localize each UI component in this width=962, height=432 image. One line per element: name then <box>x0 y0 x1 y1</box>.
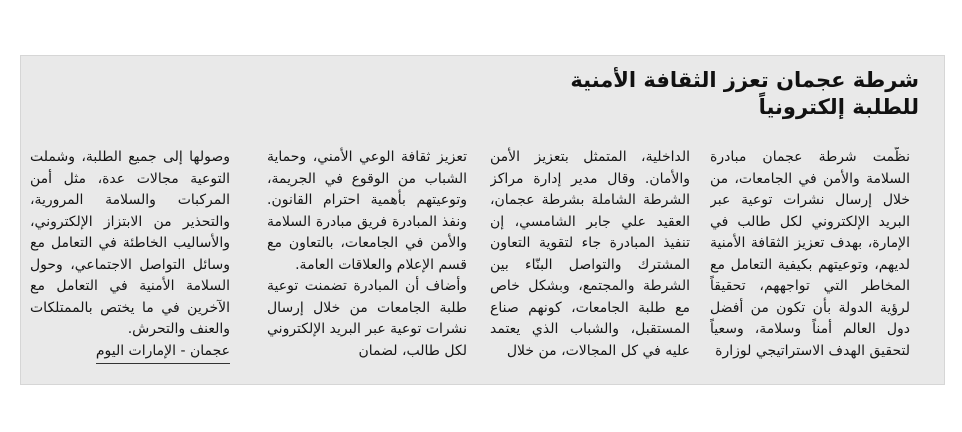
column-2-paragraph: الداخلية، المتمثل بتعزيز الأمن والأمان. وقال مدير إدارة مراكز الشرطة الشاملة بشرطة عجمان، العقيد علي جابر الشامسي، إن تنفيذ المبادرة جاء لتقوية التعاون المشترك والتواصل البنّاء بين الشرطة والمجتمع، وبشكل خاص مع طلبة الجامعات، كونهم صناع المستقبل، والشباب الذي يعتمد عليه في كل المجالات، من خلال <box>490 149 690 359</box>
bleed-through-text <box>38 55 238 95</box>
column-4-paragraph: وصولها إلى جميع الطلبة، وشملت التوعية مجالات عدة، مثل أمن المركبات والسلامة المرورية، والتحذير من الابتزاز الإلكتروني، والأساليب الخاطئة في التعامل مع وسائل التواصل الاجتماعي، وحول السلامة الأمنية في التعامل مع الآخرين في ما يختص بالممتلكات والعنف والتحرش. <box>30 149 230 337</box>
article-column-2 <box>490 147 690 372</box>
article-column-1 <box>710 147 910 372</box>
article-headline <box>559 67 919 121</box>
newspaper-clipping <box>20 55 945 385</box>
article-byline: عجمان - الإمارات اليوم <box>96 341 230 365</box>
headline-line-1: شرطة عجمان تعزز الثقافة الأمنية <box>570 68 919 92</box>
byline-wrapper <box>30 341 230 365</box>
headline-line-2: للطلبة إلكترونياً <box>758 95 919 119</box>
column-3-paragraph-1: تعزيز ثقافة الوعي الأمني، وحماية الشباب من الوقوع في الجريمة، وتوعيتهم بأهمية احترام القانون. ونفذ المبادرة فريق مبادرة السلامة والأمن في الجامعات، بالتعاون مع قسم الإعلام والعلاقات العامة. <box>267 149 467 273</box>
article-column-3 <box>267 147 467 372</box>
column-3-paragraph-2: وأضاف أن المبادرة تضمنت توعية طلبة الجامعات من خلال إرسال نشرات توعية عبر البريد الإلكتروني لكل طالب، لضمان <box>267 278 467 359</box>
column-1-paragraph: نظّمت شرطة عجمان مبادرة السلامة والأمن في الجامعات، من خلال إرسال نشرات توعية عبر البريد الإلكتروني لكل طالب في الإمارة، بهدف تعزيز الثقافة الأمنية لديهم، وتوعيتهم بكيفية التعامل مع المخاطر التي تواجههم، تحقيقاً لرؤية الدولة بأن تكون من أفضل دول العالم أمناً وسلامة، وسعياً لتحقيق الهدف الاستراتيجي لوزارة <box>710 149 910 359</box>
article-column-4 <box>30 147 230 372</box>
